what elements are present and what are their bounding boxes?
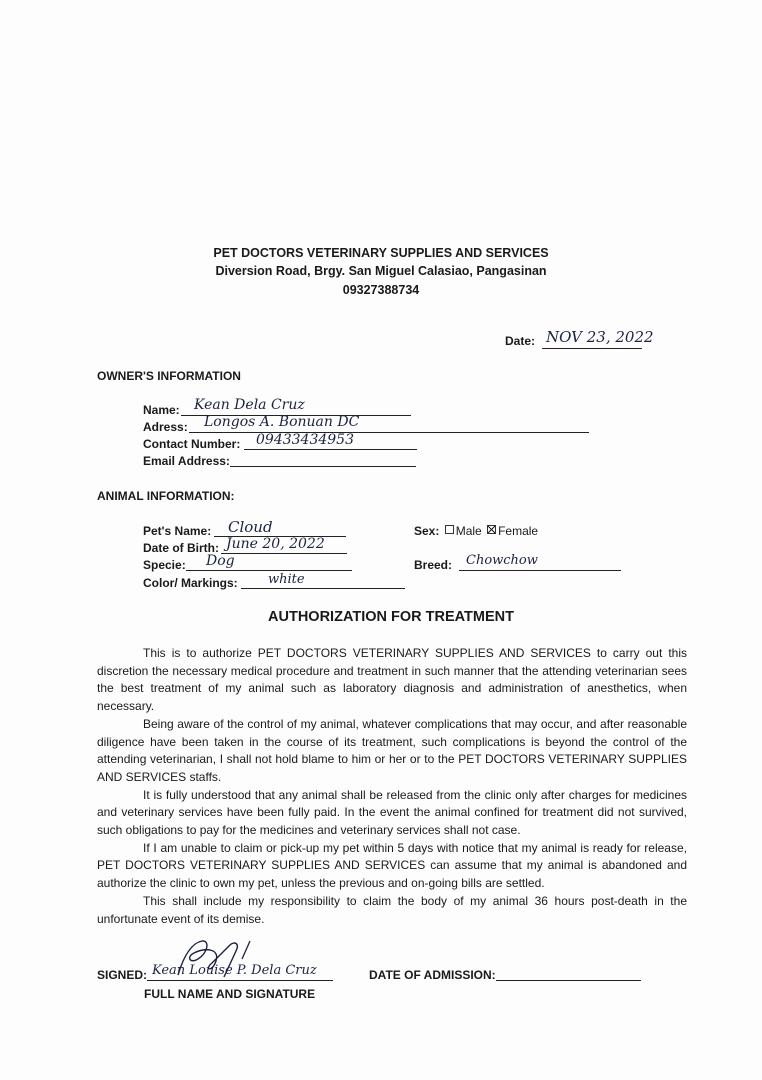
sex-label: Sex: <box>414 524 440 538</box>
dob-value[interactable]: June 20, 2022 <box>226 536 325 552</box>
owner-address-line <box>189 432 589 433</box>
signed-value[interactable]: Kean Louise P. Dela Cruz <box>152 963 317 978</box>
authorization-paragraph: If I am unable to claim or pick-up my pet within 5 days with notice that my animal is ready for release, PET DOCTORS VETERINARY SUPPLIES AND SERVICES can assume that my animal is abandoned and authorize the clinic to own my pet, unless the previous and on-going bills are settled. <box>97 840 687 891</box>
date-line <box>542 348 642 349</box>
specie-value[interactable]: Dog <box>206 553 235 569</box>
owner-address-value[interactable]: Longos A. Bonuan DC <box>204 414 360 430</box>
date-value[interactable]: NOV 23, 2022 <box>546 328 654 346</box>
sex-field <box>414 524 538 538</box>
owner-name-label: Name: <box>143 403 180 417</box>
clinic-address: Diversion Road, Brgy. San Miguel Calasiao, Pangasinan <box>215 264 547 278</box>
sex-female-label: Female <box>498 524 539 538</box>
owner-name-value[interactable]: Kean Dela Cruz <box>194 397 305 413</box>
color-line <box>241 588 405 589</box>
specie-line <box>186 570 352 571</box>
breed-line <box>459 570 621 571</box>
signed-label: SIGNED: <box>97 968 148 982</box>
owner-section-title: OWNER'S INFORMATION <box>97 369 241 383</box>
owner-contact-label: Contact Number: <box>143 437 241 451</box>
date-label: Date: <box>505 334 536 348</box>
admission-label: DATE OF ADMISSION: <box>369 968 496 982</box>
clinic-phone: 09327388734 <box>342 283 420 297</box>
pet-name-label: Pet's Name: <box>143 524 212 538</box>
authorization-paragraph: This shall include my responsibility to claim the body of my animal 36 hours post-death in the unfortunate event of its demise. <box>97 893 687 926</box>
sex-female-checkbox[interactable] <box>487 525 496 534</box>
owner-email-label: Email Address: <box>143 454 230 468</box>
authorization-paragraph: Being aware of the control of my animal, whatever complications that may occur, and after reasonable diligence have been taken in the course of its treatment, such complications is beyond the control of the attending veterinarian, I shall not hold blame to him or her or to the PET DOCTORS VETERINARY SUPPLIES AND SERVICES staffs. <box>97 716 687 784</box>
breed-value[interactable]: Chowchow <box>466 553 538 568</box>
authorization-paragraph: It is fully understood that any animal shall be released from the clinic only after charges for medicines and veterinary services have been fully paid. In the event the animal confined for treatment did not survived, such obligations to pay for the medicines and veterinary services shall not case. <box>97 787 687 838</box>
admission-line <box>496 980 641 981</box>
clinic-name: PET DOCTORS VETERINARY SUPPLIES AND SERVICES <box>213 246 549 260</box>
breed-label: Breed: <box>414 558 453 572</box>
animal-section-title: ANIMAL INFORMATION: <box>97 489 235 503</box>
pet-name-value[interactable]: Cloud <box>228 518 273 536</box>
authorization-body <box>97 645 687 928</box>
authorization-title: AUTHORIZATION FOR TREATMENT <box>268 609 514 625</box>
owner-address-label: Adress: <box>143 420 188 434</box>
color-value[interactable]: white <box>268 572 305 587</box>
dob-label: Date of Birth: <box>143 541 219 555</box>
color-label: Color/ Markings: <box>143 576 238 590</box>
signature-caption: FULL NAME AND SIGNATURE <box>144 987 316 1001</box>
owner-contact-line <box>244 449 417 450</box>
owner-email-line <box>230 466 416 467</box>
specie-label: Specie: <box>143 558 186 572</box>
sex-male-checkbox[interactable] <box>445 525 454 534</box>
sex-male-label: Male <box>455 524 482 538</box>
authorization-paragraph: This is to authorize PET DOCTORS VETERINARY SUPPLIES AND SERVICES to carry out this discretion the necessary medical procedure and treatment in such manner that the attending veterinarian sees the best treatment of my animal such as laboratory diagnosis and administration of anesthetics, when necessary. <box>97 646 687 714</box>
owner-contact-value[interactable]: 09433434953 <box>256 432 354 448</box>
dob-line <box>221 553 347 554</box>
